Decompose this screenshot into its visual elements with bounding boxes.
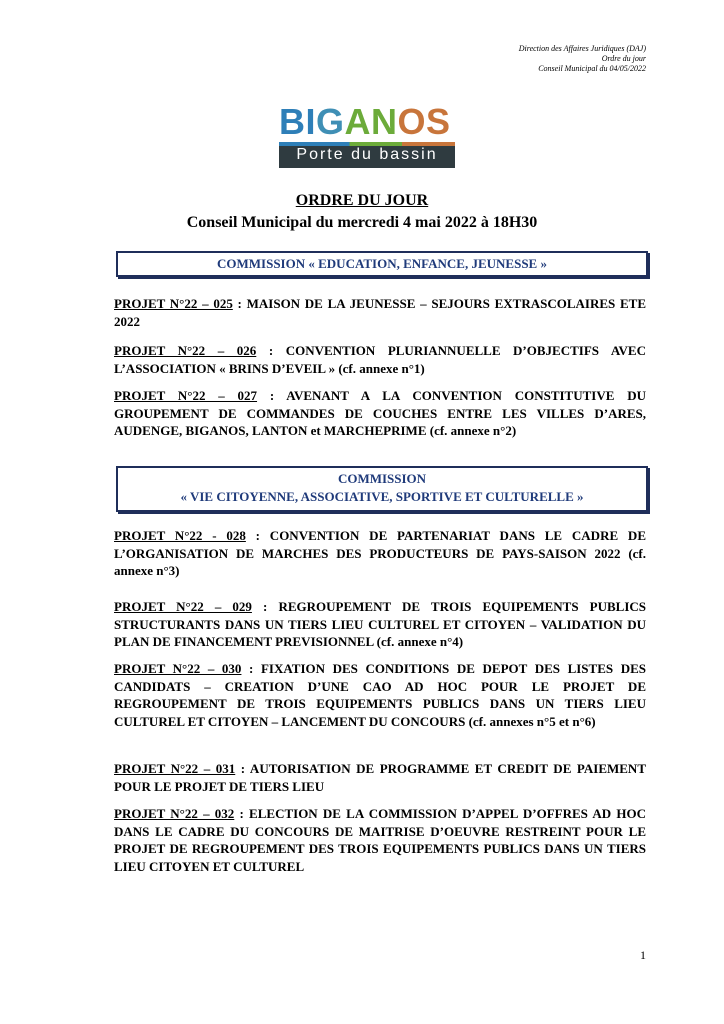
project-text: : CONVENTION DE PARTENARIAT DANS LE CADRE DE L’ORGANISATION DE MARCHES DES PRODUCTEURS DE PAYS-SAISON 2022 (cf. annexe n°3) xyxy=(114,528,646,578)
project-ref: PROJET N°22 – 032 xyxy=(114,806,235,821)
project-item xyxy=(114,295,646,330)
project-text: : FIXATION DES CONDITIONS DE DEPOT DES LISTES DES CANDIDATS – CREATION D’UNE CAO AD HOC POUR LE PROJET DE REGROUPEMENT DE TROIS EQUIPEMENTS PUBLICS DANS UN TIERS LIEU CULTUREL ET CITOYEN – LANCEMENT DU CONCOURS (cf. annexes n°5 et n°6) xyxy=(114,661,646,729)
header-line-1: Direction des Affaires Juridiques (DAJ) xyxy=(518,44,646,53)
header-note xyxy=(519,44,646,74)
project-text: : CONVENTION PLURIANNUELLE D’OBJECTIFS AVEC L’ASSOCIATION « BRINS D’EVEIL » (cf. annexe n°1) xyxy=(114,343,646,376)
biganos-logo xyxy=(279,101,455,168)
project-ref: PROJET N°22 - 028 xyxy=(114,528,246,543)
project-item xyxy=(114,760,646,795)
logo-color-band xyxy=(279,142,455,146)
project-text: : ELECTION DE LA COMMISSION D’APPEL D’OFFRES AD HOC DANS LE CADRE DU CONCOURS DE MAITRISE D’OEUVRE RESTREINT POUR LE PROJET DE REGROUPEMENT DES TROIS EQUIPEMENTS PUBLICS DANS UN TIERS LIEU CITOYEN ET CULTUREL xyxy=(114,806,647,874)
document-title: ORDRE DU JOUR xyxy=(295,192,429,209)
commission-vie-citoyenne-box xyxy=(116,466,648,512)
header-line-2: Ordre du jour xyxy=(601,54,646,63)
project-item xyxy=(114,342,646,377)
project-item xyxy=(114,527,646,580)
project-item xyxy=(114,805,646,875)
commission-label-line-1: COMMISSION xyxy=(337,471,427,486)
project-item xyxy=(114,660,646,730)
project-text: : MAISON DE LA JEUNESSE – SEJOURS EXTRASCOLAIRES ETE 2022 xyxy=(114,296,646,329)
commission-label: COMMISSION « EDUCATION, ENFANCE, JEUNESSE » xyxy=(217,256,547,271)
logo-tagline: Porte du bassin xyxy=(279,142,455,168)
logo-wordmark: BIGANOS xyxy=(279,101,451,142)
project-item xyxy=(114,598,646,651)
document-subtitle: Conseil Municipal du mercredi 4 mai 2022 à 18H30 xyxy=(186,214,538,231)
project-text: : AUTORISATION DE PROGRAMME ET CREDIT DE PAIEMENT POUR LE PROJET DE TIERS LIEU xyxy=(114,761,646,794)
commission-education-box xyxy=(116,251,648,277)
project-ref: PROJET N°22 – 029 xyxy=(114,599,252,614)
header-line-3: Conseil Municipal du 04/05/2022 xyxy=(538,64,646,73)
project-ref: PROJET N°22 – 026 xyxy=(114,343,257,358)
project-ref: PROJET N°22 – 025 xyxy=(114,296,233,311)
project-ref: PROJET N°22 – 027 xyxy=(114,388,258,403)
commission-label-line-2: « VIE CITOYENNE, ASSOCIATIVE, SPORTIVE ET CULTURELLE » xyxy=(180,489,584,504)
project-ref: PROJET N°22 – 031 xyxy=(114,761,236,776)
project-ref: PROJET N°22 – 030 xyxy=(114,661,242,676)
project-text: : AVENANT A LA CONVENTION CONSTITUTIVE DU GROUPEMENT DE COMMANDES DE COUCHES ENTRE LES VILLES D’ARES, AUDENGE, BIGANOS, LANTON et MARCHEPRIME (cf. annexe n°2) xyxy=(114,388,646,438)
project-item xyxy=(114,387,646,440)
project-text: : REGROUPEMENT DE TROIS EQUIPEMENTS PUBLICS STRUCTURANTS DANS UN TIERS LIEU CULTUREL ET CITOYEN – VALIDATION DU PLAN DE FINANCEMENT PREVISIONNEL (cf. annexe n°4) xyxy=(114,599,646,649)
page-number: 1 xyxy=(640,948,646,962)
